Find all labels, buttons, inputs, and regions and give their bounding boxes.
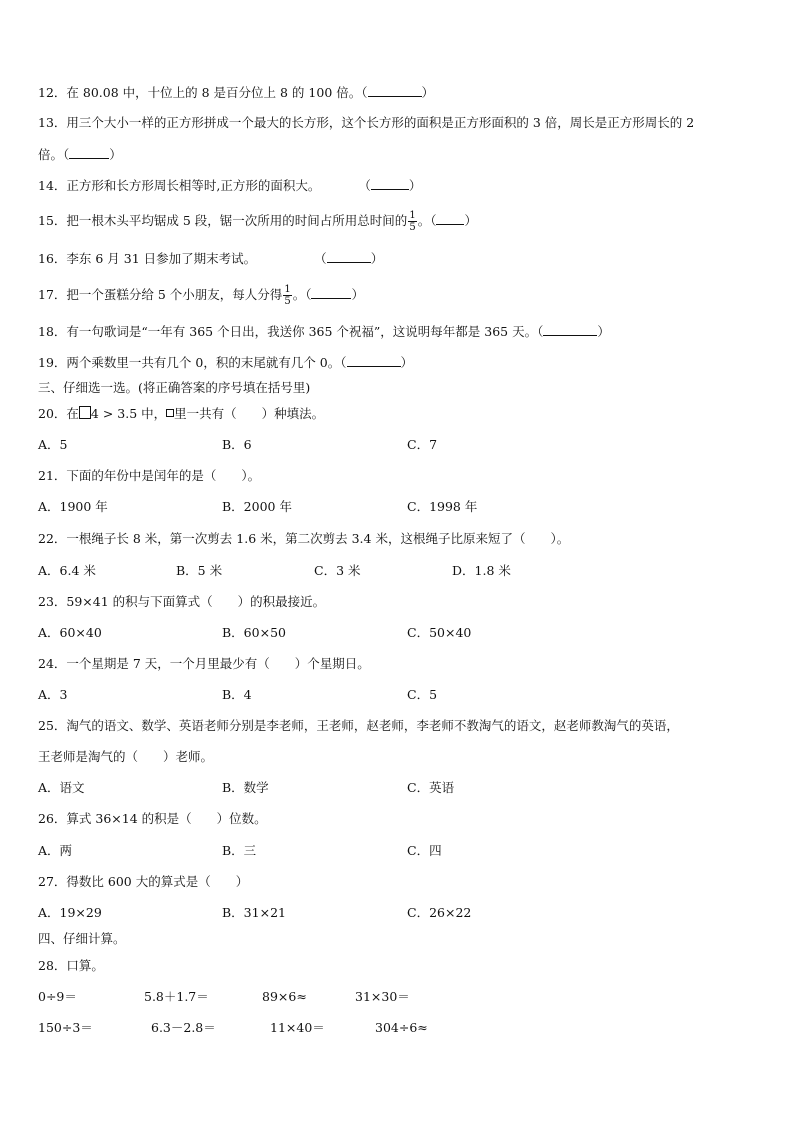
question-25-line2: 王老师是淘气的（ ）老师。 — [38, 749, 214, 764]
question-24: 24．一个星期是 7 天，一个月里最少有（ ）个星期日。 — [38, 656, 370, 671]
answer-blank[interactable] — [327, 250, 371, 263]
answer-blank[interactable] — [347, 354, 401, 367]
option-a[interactable]: A．6.4 米 — [38, 563, 96, 578]
option-b[interactable]: B．4 — [222, 687, 252, 702]
question-13-line1 — [38, 115, 694, 131]
question-23: 23．59×41 的积与下面算式（ ）的积最接近。 — [38, 594, 326, 609]
calc-item: 11×40＝ — [270, 1020, 325, 1035]
question-text: 15．把一根木头平均锯成 5 段，锯一次所用的时间占所用总时间的 — [38, 213, 408, 228]
section-4-title: 四、仔细计算。 — [38, 931, 126, 946]
question-text: 13．用三个大小一样的正方形拼成一个最大的长方形，这个长方形的面积是正方形面积的 3 倍，周长是正方形周长的 2 — [38, 115, 695, 130]
question-14: 14．正方形和长方形周长相等时,正方形的面积大。 （ ） — [38, 178, 422, 193]
question-13-line2: 倍。（ ） — [38, 147, 122, 162]
option-a[interactable]: A．3 — [38, 687, 68, 702]
option-c[interactable]: C．3 米 — [314, 563, 361, 578]
option-b[interactable]: B．数学 — [222, 780, 269, 795]
option-a[interactable]: A．两 — [38, 843, 73, 858]
option-b[interactable]: B．三 — [222, 843, 257, 858]
option-d[interactable]: D．1.8 米 — [452, 563, 511, 578]
question-text: 12．在 80.08 中，十位上的 8 是百分位上 8 的 100 倍。 — [38, 85, 362, 100]
fraction: $\frac{1}{5}$ — [284, 284, 291, 307]
question-text: 16．李东 6 月 31 日参加了期末考试。 — [38, 251, 257, 266]
option-b[interactable]: B．5 米 — [176, 563, 223, 578]
square-placeholder-icon — [79, 406, 91, 419]
question-27: 27．得数比 600 大的算式是（ ） — [38, 874, 249, 889]
section-3-title: 三、仔细选一选。(将正确答案的序号填在括号里) — [38, 380, 311, 395]
option-c[interactable]: C．1998 年 — [407, 499, 478, 514]
answer-blank[interactable] — [69, 146, 109, 159]
answer-blank[interactable] — [436, 212, 464, 225]
question-17: 17．把一个蛋糕分给 5 个小朋友，每人分得 $\frac{1}{5}$ 。（ ） — [38, 284, 364, 307]
option-c[interactable]: C．英语 — [407, 780, 455, 795]
answer-blank[interactable] — [543, 323, 597, 336]
question-22: 22．一根绳子长 8 米，第一次剪去 1.6 米，第二次剪去 3.4 米，这根绳子比原来短了（ ）。 — [38, 531, 570, 546]
option-c[interactable]: C．26×22 — [407, 905, 472, 920]
calc-item: 5.8＋1.7＝ — [144, 989, 209, 1004]
question-text: 19．两个乘数里一共有几个 0，积的末尾就有几个 0。 — [38, 355, 341, 370]
question-text: 17．把一个蛋糕分给 5 个小朋友，每人分得 — [38, 287, 283, 302]
question-28: 28．口算。 — [38, 958, 104, 973]
option-a[interactable]: A．1900 年 — [38, 499, 108, 514]
option-b[interactable]: B．2000 年 — [222, 499, 292, 514]
option-a[interactable]: A．60×40 — [38, 625, 102, 640]
option-c[interactable]: C．50×40 — [407, 625, 472, 640]
option-c[interactable]: C．7 — [407, 437, 438, 452]
calc-item: 6.3－2.8＝ — [151, 1020, 216, 1035]
option-b[interactable]: B．6 — [222, 437, 252, 452]
small-square-icon — [166, 409, 174, 417]
question-12: 12．在 80.08 中，十位上的 8 是百分位上 8 的 100 倍。（ ） — [38, 85, 435, 100]
option-a[interactable]: A．5 — [38, 437, 68, 452]
option-c[interactable]: C．四 — [407, 843, 442, 858]
option-c[interactable]: C．5 — [407, 687, 438, 702]
question-20: 20．在 4 > 3.5 中， 里一共有（ ）种填法。 — [38, 406, 325, 421]
calc-item: 31×30＝ — [355, 989, 410, 1004]
question-21: 21．下面的年份中是闰年的是（ ）。 — [38, 468, 261, 483]
question-15: 15．把一根木头平均锯成 5 段，锯一次所用的时间占所用总时间的 $\frac{1}{5}$ 。（ ） — [38, 210, 477, 233]
question-19: 19．两个乘数里一共有几个 0，积的末尾就有几个 0。（ ） — [38, 355, 414, 370]
question-16: 16．李东 6 月 31 日参加了期末考试。 （ ） — [38, 251, 384, 266]
question-text: 14．正方形和长方形周长相等时,正方形的面积大。 — [38, 178, 321, 193]
option-a[interactable]: A．语文 — [38, 780, 85, 795]
answer-blank[interactable] — [368, 84, 422, 97]
answer-blank[interactable] — [311, 286, 351, 299]
option-b[interactable]: B．60×50 — [222, 625, 286, 640]
calc-item: 150÷3＝ — [38, 1020, 93, 1035]
answer-blank[interactable] — [371, 177, 409, 190]
option-a[interactable]: A．19×29 — [38, 905, 102, 920]
option-b[interactable]: B．31×21 — [222, 905, 286, 920]
question-18: 18．有一句歌词是“一年有 365 个日出，我送你 365 个祝福”，这说明每年都是 365 天。（ ） — [38, 324, 610, 339]
question-26: 26．算式 36×14 的积是（ ）位数。 — [38, 811, 267, 826]
calc-item: 0÷9＝ — [38, 989, 77, 1004]
question-text: 18．有一句歌词是“一年有 365 个日出，我送你 365 个祝福”，这说明每年都是 365 天。 — [38, 324, 538, 339]
calc-item: 304÷6≈ — [375, 1020, 428, 1035]
calc-item: 89×6≈ — [262, 989, 307, 1004]
question-25-line1: 25．淘气的语文、数学、英语老师分别是李老师，王老师，赵老师，李老师不教淘气的语文，赵老师教淘气的英语， — [38, 718, 679, 733]
fraction: $\frac{1}{5}$ — [409, 210, 416, 233]
